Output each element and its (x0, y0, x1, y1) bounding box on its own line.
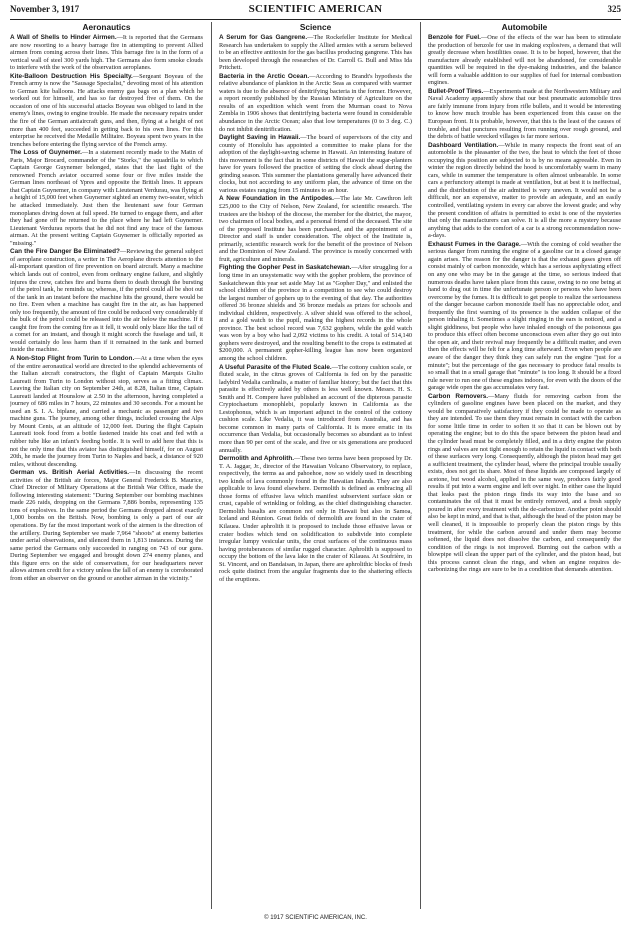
article-title: A Serum for Gas Gangrene. (219, 34, 308, 41)
article-paragraph (219, 73, 412, 133)
article-title: A Non-Stop Flight from Turin to London. (10, 354, 135, 362)
article-body: —The Rockefeller Institute for Medical Research has undertaken to supply the Allied armies with a serum believed to be an effective antitoxin for the gas bacillus producing gangrene. This has been developed through the researches of Dr. Carroll G. Bull and Miss Ida Pritchett. (219, 34, 412, 72)
column-divider (211, 22, 212, 909)
article-title: Kite-Balloon Destruction His Specialty. (10, 72, 133, 80)
column-automobile (428, 22, 621, 909)
article-title: Exhaust Fumes in the Garage. (428, 240, 521, 248)
article-paragraph (428, 142, 621, 240)
section-heading: Science (299, 22, 332, 32)
article-title: Dermolith and Aphrolith. (219, 455, 295, 463)
article-body: —Many fluids for removing carbon from the cylinders of gasoline engines have been placed on the market, and they would be comparatively satisfactory if they could be made to operate as they are intended. To use them they must remain in contact with the carbon for some little time in order to soften it so that it can be blown out by operating the engine; but to do this the space between the piston head and the cylinder head must be completely filled, and in a dirty engine the piston rings and valves are not tight enough to retain the liquid in contact with both of these surfaces very long. Consequently, although the piston head may get a sufficient treatment, the cylinder head, where the principal trouble usually exists, does not get its share. Most of these liquids are composed largely of acetone, but wood alcohol, applied in the same way, produces fairly good results if put into a warm engine and left over night. In either case the liquid that leaks past the piston rings finds its way into the base and so contaminates the oil that it must be entirely removed, and a fresh supply poured in after every treatment with the de-carbonizer. Another point should also be kept in mind, and that is that, although the head of the piston may be well cleaned, it is impossible to properly clean the piston rings by this treatment, for while the carbon around and under them may become softened, the liquid does not dissolve the carbon, and consequently the condition of the rings is not improved. Burning out the carbon with a blowpipe will clean the upper part of the cylinder, and the piston head, but this process cannot clean the rings, and when an engine requires de-carbonizing the rings are sure to be in a condition that demands attention. (428, 392, 621, 574)
issue-date: November 3, 1917 (10, 4, 80, 14)
article-body: —Experiments made at the Northwestern Military and Naval Academy apparently show that our best pneumatic automobile tires are fairly immune from injury from rifle bullets, and it would be interesting to know how much trouble has been experienced from this cause on the European front. It is probable, however, that this is the least of the causes of trouble, and that punctures resulting from running over rough ground, and the debris of battle wrecked villages is far more serious. (428, 87, 621, 141)
article-body: —According to Brandt's hypothesis the relative abundance of plankton in the Arctic Seas as compared with warmer waters is due to the absence of denitrifying bacteria in the former. However, a report recently published by the Russian Ministry of Agriculture on the results of an expedition which went from the Murman coast to Nova Zembla in 1906 shows that denitrifying bacteria were found in considerable abundance in the Arctic Ocean; also that low temperatures (0 to 3 deg. C.) do not inhibit denitrification. (219, 72, 412, 133)
article-paragraph (428, 34, 621, 87)
article-paragraph (10, 355, 203, 468)
article-paragraph (219, 195, 412, 263)
masthead-title: SCIENTIFIC AMERICAN (248, 3, 383, 15)
article-paragraph (428, 241, 621, 392)
article-paragraph (428, 88, 621, 141)
article-title: Carbon Removers. (428, 392, 489, 400)
article-title: Daylight Saving in Hawaii. (219, 134, 301, 142)
article-body: —After struggling for a long time in an unsystematic way with the gopher problem, the province of Saskatchewan this year set aside May 1st as "Gopher Day," and enlisted the school children of the province in a competition to see who could destroy the largest number of gophers up to the evening of that day. The authorities offered 36 bronze shields and 36 bronze medals as prizes for schools and individual children, respectively. A silver shield was offered to the school, and a gold watch to the pupil, making the highest records in the whole province. The best school record was 7,632 gophers, while the gold watch was won by a boy who had 2,092 victims to his credit. A total of 514,140 gophers were destroyed, and the resulting benefit to the crops is estimated at $200,000. A permanent gopher-killing league has now been organized among the school children. (219, 264, 412, 362)
article-paragraph (219, 264, 412, 362)
article-paragraph (10, 149, 203, 247)
article-title: Benzole for Fuel. (428, 34, 481, 41)
article-body: —In discussing the recent activities of the British air forces, Major General Frederick B. Maurice, Chief Director of Military Operations at the British War Office, made the following interesting statement: "During September our bombing machines made 226 raids, dropping on the Germans 7,886 bombs, representing 135 tons of explosives. In the same period the Germans dropped almost exactly 1,000 bombs on the British. Now, bombing is only a part of our air operations. By far the most important work of the airmen is the direction of the artillery. During September we made 7,964 "shoots" at enemy batteries under aerial observations, and silenced them in 1,813 instances. During the same period the Germans only succeeded in ranging on 743 of our guns. During September we engaged and brought down 274 enemy planes, and this figure errs on the side of conservatism, for our headquarters never allows airmen credit for a victory unless the fall of an enemy is corroborated from either an observer on the ground or another airman in the vicinity." (10, 469, 203, 582)
article-body: —In a statement recently made to the Matin of Paris, Major Brocard, commander of the "Storks," the squadrilla to which Captain George Guynemer belonged, states that the last fight of the renowned French aviator occurred some four or five miles inside the German lines northeast of Ypres and opposite the British lines. It appears that Captain Guynemer, in company with Lieutenant Verdurau, was flying at a height of 15,000 feet when Guynemer sighted an enemy two-seater, which he attacked immediately. Just then the lieutenant saw four German monoplanes diving down at full speed. He turned to engage them, and after they had gone off he returned to the place where he had left Guynemer. Lieutenant Verdurau reports that he did not find any trace of the famous airman. At the present writing Captain Guynemer is officially reported as "missing." (10, 149, 203, 247)
article-title: A Useful Parasite of the Fluted Scale. (219, 363, 332, 371)
column-divider (420, 22, 421, 909)
article-paragraph (10, 469, 203, 582)
article-body: —The board of supervisors of the city and county of Honolulu has appointed a committee to make plans for the adoption of the daylight-saving scheme in Hawaii. An interesting feature of this movement is the fact that in some districts of Hawaii the sugar-planters have for years followed the practice of setting the clock ahead during the grinding season. This summer the plantations generally have advanced their clocks, but not according to any uniform plan, the advance of time on the various estates ranging from 15 minutes to an hour. (219, 134, 412, 194)
section-heading: Automobile (501, 22, 548, 32)
column-science (219, 22, 412, 909)
article-title: Can the Fire Danger Be Eliminated? (10, 248, 120, 256)
header-rule (10, 19, 621, 20)
article-body: —With the coming of cold weather the serious danger from running the engine of a gasoline car in a closed garage again arises. The reason for the danger is that the exhaust gases given off consist mainly of carbon monoxide, which has a serious asphyxiating effect on any one who may be in the garage at the time, so serious indeed that numerous deaths have taken place from this cause, owing to no one being at hand to drag out in time the unfortunate person or persons who have been overcome by the fumes. It is difficult to get people to realize the seriousness of the danger because carbon monoxide itself has no appreciable odor, and frequently the first warning of its presence is the sudden collapse of the person inhaling it. Sometimes a slight ringing in the ears is noticed, and a slight giddiness, but people who have inhaled enough of the poisonous gas to produce this effect often become unconscious even after they go out into the open air, and their revival may frequently be a difficult matter, and even then the effects will be felt for a long time afterward. Even when people are aware of the danger they think they can safely run the engine "just for a minute"; but the percentage of the gas necessary to produce fatal results is so small that in a small garage that "minute" is too long. It should be a fixed rule never to run one of these engines indoors, for even with the doors of the garage wide open the gas accumulates very fast. (428, 240, 621, 392)
article-paragraph (219, 364, 412, 455)
article-title: The Loss of Guynemer. (10, 149, 82, 157)
article-title: Bacteria in the Arctic Ocean. (219, 72, 310, 80)
article-body: —The cottony cushion scale, or fluted scale, in the citrus groves of California is fed on by the parasitic ladybird Vedalia cardinalis, a matter of familiar history; but the fact that this parasite is effectively aided by others is less well known. Messrs. H. S. Smith and H. Compere have published an account of the dipterous parasite Cryptochaetum monophlebi, popularly known in California as the Lestophonus, which is an important adjunct in the control of the cottony cushion scale. Like Vedalia, it was introduced from Australia, and has become common in many parts of California. It is more erratic in its occurrence than Vedalia, but occasionally becomes so abundant as to infest more than 90 per cent of the scale, and five or six generations are produced annually. (219, 363, 412, 454)
article-body: —At a time when the eyes of the entire aeronautical world are directed to the splendid achievements of the Italian aircraft constructors, the flight of Captain Marquis Giulio Laureati from Turin to London without stop, serves as a fitting climax. Leaving the Italian city on September 24th, at 8.28, Italian time, Captain Laureati landed at Hounslow at 2.50 in the afternoon, having completed a journey of 686 miles in 7 hours, 22 minutes and 30 seconds. For a mount he used an S. I. A. biplane, and carried a mechanic as passenger and two machine guns. The journey, among other things, included crossing the Alps by Mount Cenis, at an altitude of 12,000 feet. During the flight Captain Laureati took food from a bottle fastened inside his coat and fed with a rubber tube like an infant's feeding bottle. It is well to add here that this is not the only time that this aviator has distinguished himself, for on August 20th, he made the journey from Turin to Naples and back, a distance of 920 miles, without descending. (10, 354, 203, 468)
article-paragraph (219, 134, 412, 194)
article-title: German vs. British Aerial Activities. (10, 469, 130, 477)
article-paragraph (428, 393, 621, 574)
column-aeronautics (10, 22, 203, 909)
page-header (10, 4, 621, 18)
article-body: —One of the effects of the war has been to stimulate the production of benzole for use in making explosives, a demand that will greatly decrease when hostilities cease. It is to be hoped, however, that the manufacture already established will not be abandoned, for considerable quantities will be required in the dye-making industries, and the balance will form a valuable addition to our supplies of fuel for internal combustion engines. (428, 34, 621, 87)
article-title: A Wall of Shells to Hinder Airmen. (10, 34, 117, 41)
article-body: —Sergeant Boyeau of the French army is now the "Sausage Specialist," devoting most of his attention to German kite balloons. He attacks enemy gas bags on a plan which he worked out for himself, and has so far destroyed five of them. On the occasion of one of his successful attacks Boyeau was obliged to land in the enemy's lines, owing to engine trouble. He made the necessary repairs under the fire of the German antiaircraft guns, and then, flying at a height of not more than 400 feet, succeeded in getting back to his own lines. For this enterprise he received the Medaille Militaire. Boyeau spent two years in the trenches before entering the flying service of the French army. (10, 72, 203, 148)
copyright-notice: © 1917 SCIENTIFIC AMERICAN, INC. (264, 915, 367, 921)
article-body: —It is reported that the Germans are now resorting to a heavy barrage fire in attempting to prevent Allied airmen from coming across their lines. This barrage fire is in the form of a vertical wall of steel 300 yards high. The Germans also form smoke clouds to interfere with the work of the observation aeroplanes. (10, 34, 203, 72)
article-paragraph (10, 73, 203, 148)
page-number: 325 (607, 4, 621, 14)
article-body: —While in many respects the front seat of an automobile is the pleasanter of the two, the heat to which the feet of those occupying this position are subjected to is by no means agreeable. Even in winter the region directly behind the hood is uncomfortably warm in many cars, while in summer the temperature is often almost unbearable. In some cars a perfunctory attempt is made at ventilation, but at best it is ineffectual, and the distribution of the air admitted is very uneven. It would not be a difficult, nor an expensive, matter to provide an adequate, and an easily controlled, ventilating system in every car above the lowest grade; and why the present condition of affairs is permitted to exist is one of the mysteries that only the manufacturers can solve. It is all the more a mystery because anything that adds to the comfort of a car is a strong recommendation now-a-days. (428, 141, 621, 240)
article-paragraph (219, 34, 412, 72)
article-body: —Reviewing the general subject of aeroplane construction, a writer in The Aeroplane directs attention to the all-important question of fire prevention on board aircraft. Many a machine which lands out of control, even from ordinary engine failure, and slightly injures the crew, catches fire and burns them to death through the bursting of the petrol tank, he reminds us; whereas, if the petrol could all be shot out of the tank in an instant before the machine hits the ground, there would be no fire. Even when a machine has caught fire in the air, as has happened only too frequently, the amount of fire could be reduced very considerably if the bulk of the petrol could be released into the air below the machine. If it caught fire from the coming fire as it fell, it would only blaze like the tail of a comet for an instant, and though it might scorch the fuselage and tail, it would certainly do less harm than if it remained in the tank and burned inside the machine. (10, 248, 203, 354)
article-title: A New Foundation in the Antipodes. (219, 195, 334, 203)
article-title: Dashboard Ventilation. (428, 141, 499, 149)
article-body: —The late Mr. Cawthron left £25,000 to the City of Nelson, New Zealand, for scientific research. The trustees are the bishop of the diocese, the member for the district, the mayor, two chairmen of local bodies, and a personal friend of the deceased. The site of the proposed Institute has been purchased, and the appointment of a Director and staff is under consideration. The object of the Institute is, primarily, scientific research work for the benefit of the province of Nelson and the Dominion of New Zealand. The province is mostly concerned with fruit, agriculture and minerals. (219, 195, 412, 263)
article-paragraph (10, 34, 203, 72)
section-heading: Aeronautics (82, 22, 131, 32)
article-body: —These two terms have been proposed by Dr. T. A. Jaggar, Jr., director of the Hawaiian Volcano Observatory, to replace, respectively, the terms aa and pahoehoe, now so widely used in describing two kinds of lava commonly found in the Hawaiian Islands. They are also applicable to lava found elsewhere. Dermolith is defined as embracing all those forms of effusive lava which manifest subservient surface skin or crust, capable of wrinkling or folding, as the chief distinguishing character. Dermolith basalts are common not only in Hawaii but also in Samoa, Iceland and Réunion. Great fields of dermolith are found in the crater of Kilauea. Under aphrolith it is proposed to include those effusive lavas or crater bodies which tend on solidification to subdivide into complete irregular lumpy vesicular units, the crust surfaces of the continuous mass having protuberances of similar rugged character. Aphrolith is supposed to occupy the bottom of the lava lake in the crater of Kilauea. At Soufrière, in St. Vincent, and on Bandaisan, in Japan, there are aphrolithic blocks of fresh rock quite distinct from the angular fragments due to the shattering effects of the eruptions. (219, 455, 412, 583)
article-title: Fighting the Gopher Pest in Saskatchewan. (219, 264, 352, 272)
article-title: Bullet-Proof Tires. (428, 87, 484, 95)
article-paragraph (219, 455, 412, 583)
article-paragraph (10, 248, 203, 354)
